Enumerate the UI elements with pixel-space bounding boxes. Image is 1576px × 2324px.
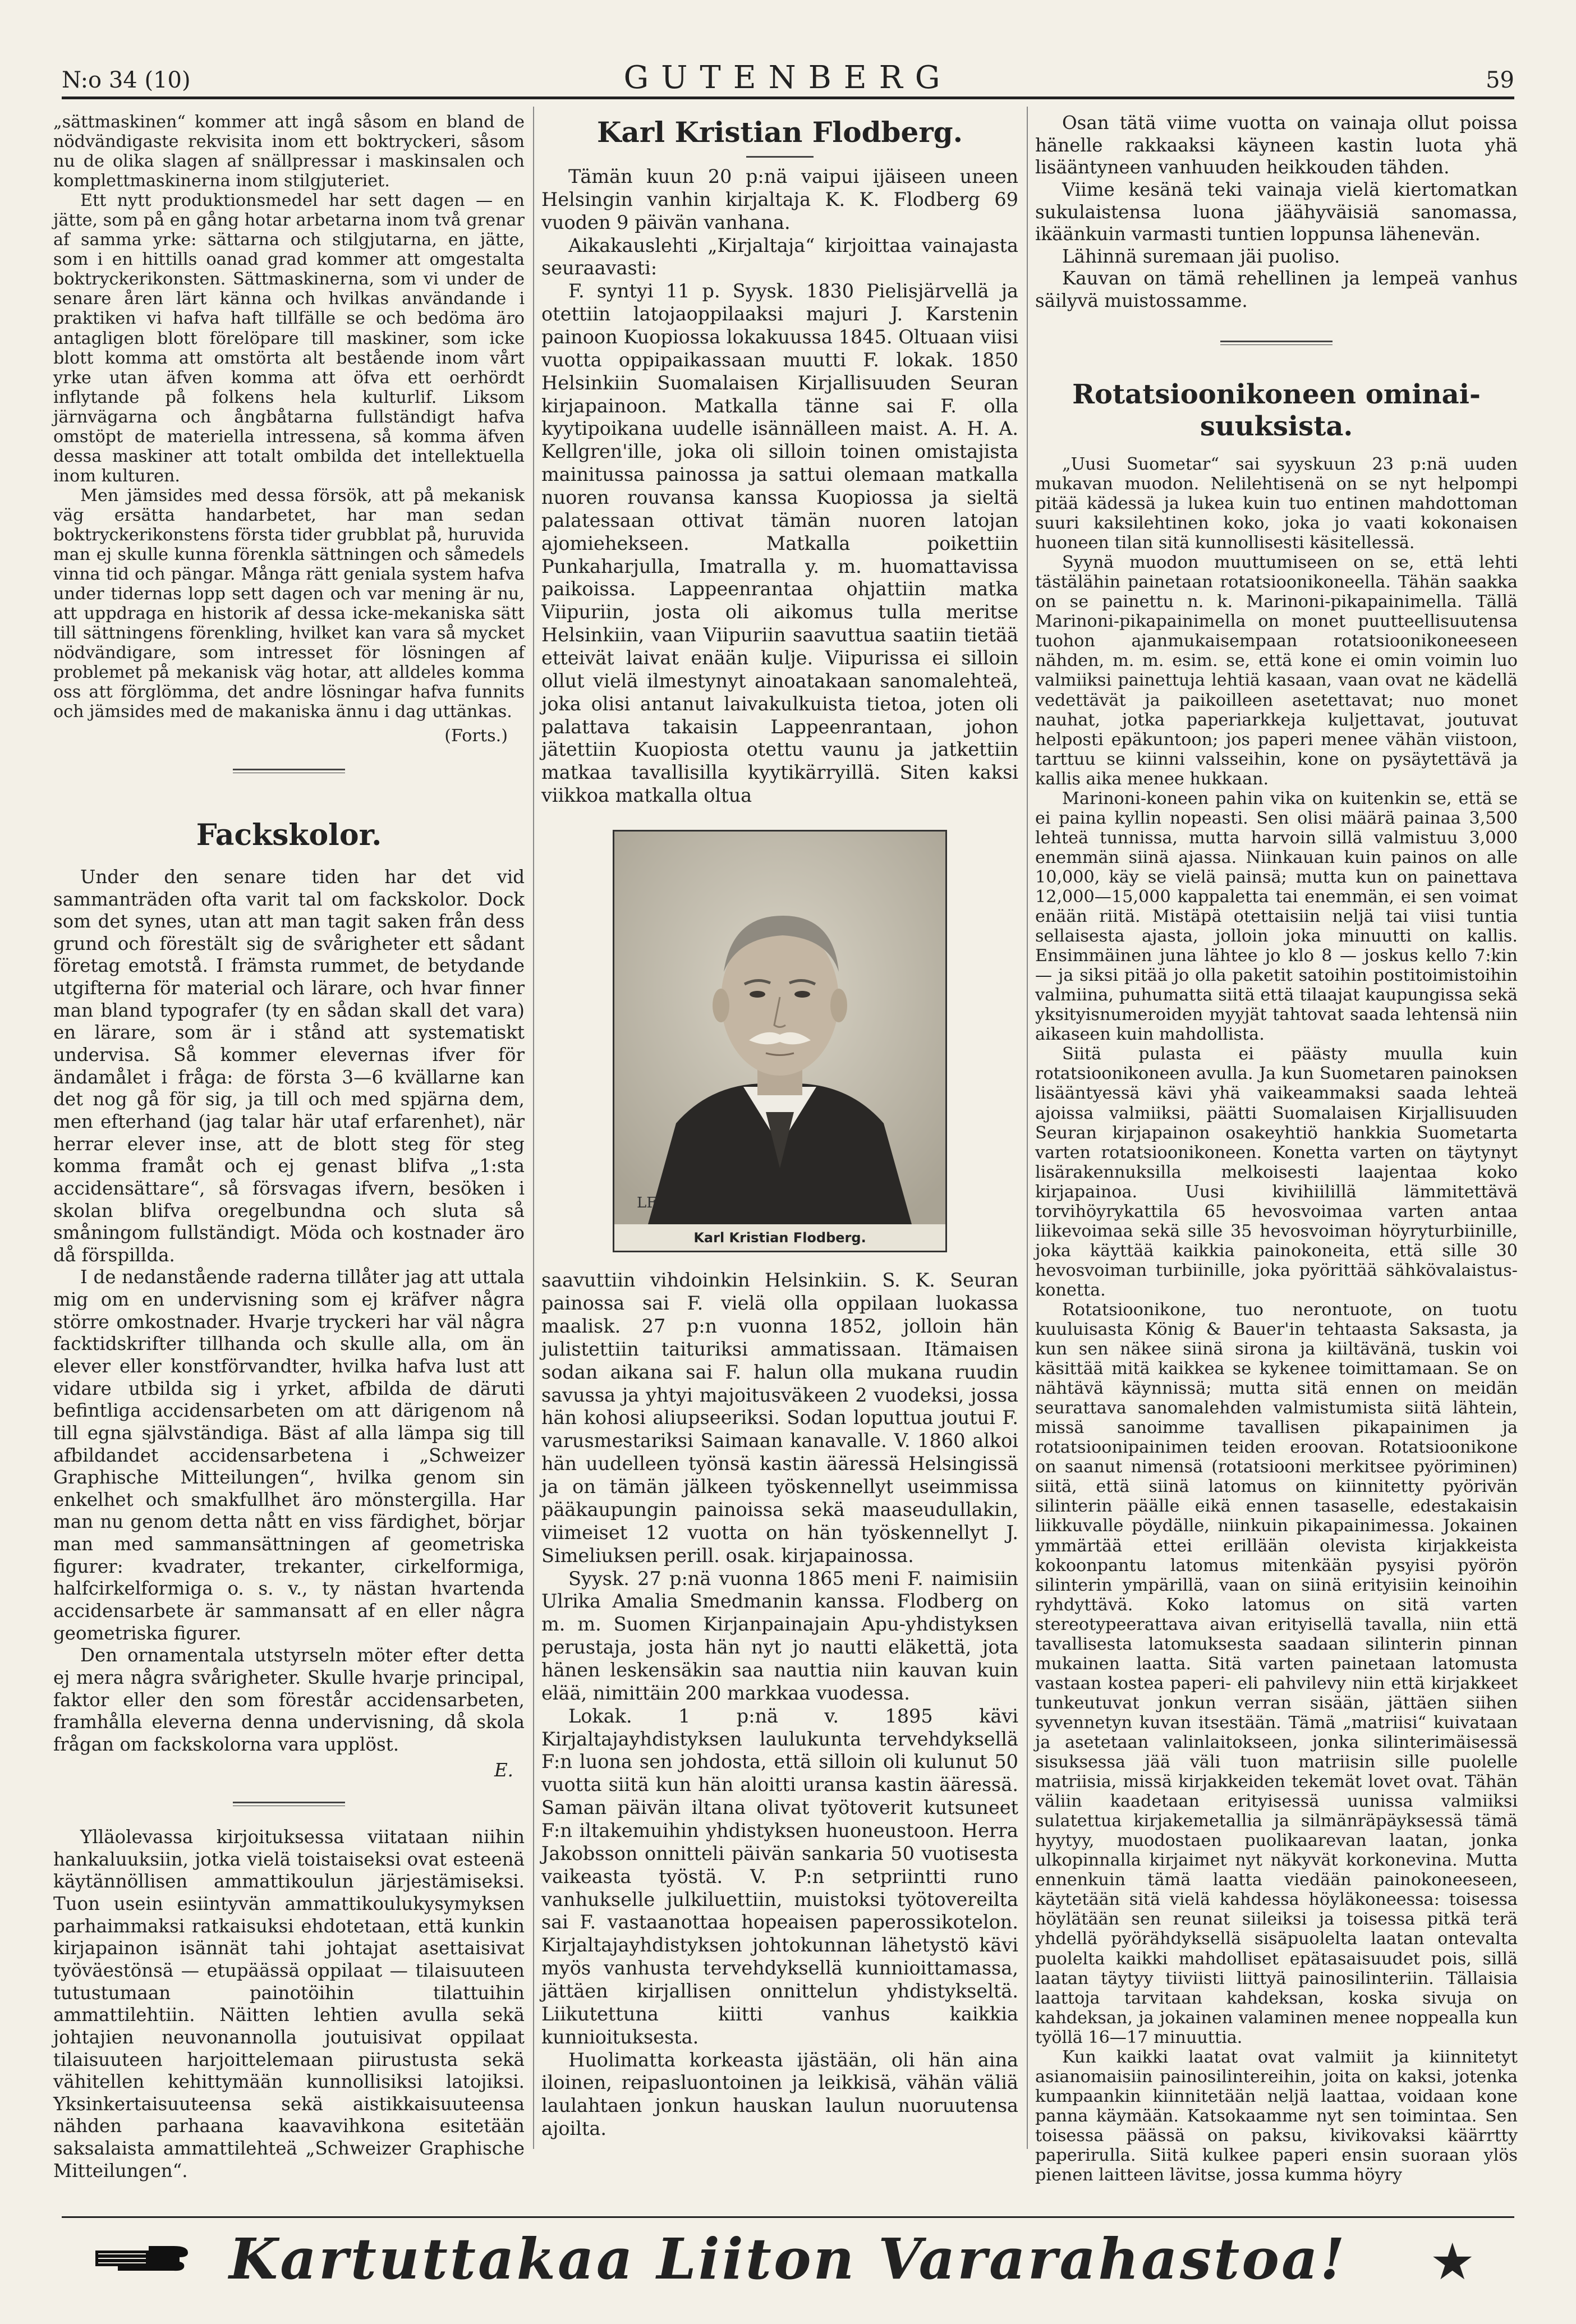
author-signature: E.: [494, 1759, 513, 1781]
paragraph: Syynä muodon muuttumiseen on se, että lehti tästälähin painetaan rotatsioonikoneella. Tähän saakka on se painettu n. k. Marinoni-pikapainimella. Tällä Marinoni-pikapainimella on monet puutteellisuutensa tuohon ajanmukaisempaan rotatsioonikoneeseen nähden, m. m. esim. se, että kone ei omin voimin luo valmiiksi painettuja lehtiä kasaan, vaan ovat ne kädellä vedettävät ja paikoilleen asetettavat; nuo monet nauhat, jotka paperiarkkeja kuljettavat, joutuvat helposti epäkuntoon; jos paperi menee vähän viistoon, tarttuu se kiinni valsseihin, kone on pysäytettävä ja kallis aika menee hukkaan.: [1035, 553, 1518, 789]
paragraph: Ett nytt produktionsmedel har sett dagen — en jätte, som på en gång hotar arbetarna inom två grenar af samma yrke: sättarna och stilgjutarna, en jätte, som i en hittills oanad grad kommer att omgestalta boktryckerikonsten. Sättmaskinerna, som vi under de senare åren lärt känna och hvilkas användande i praktiken vi hafva haft tillfälle se och bedöma äro antagligen blott förelöpare till maskiner, som icke blott komma att omstörta alt bestående inom vårt yrke utan äfven komma att öfva ett oerhördt inflytande på folkens hela kulturlif. Liksom järnvägarna och ångbåtarna fullständigt hafva omstöpt de materiella intressena, så komma äfven dessa maskiner att totalt ombilda det intellektuella inom kulturen.: [53, 191, 525, 486]
paragraph: Den ornamentala utstyrseln möter efter detta ej mera några svårigheter. Skulle hvarje principal, faktor eller den som förestår accidensarbeten, framhålla eleverna denna undervisning, då skola frågan om fackskolorna vara upplöst.: [53, 1645, 525, 1755]
portrait-figure: [613, 830, 947, 1252]
column-3: [1035, 112, 1518, 2185]
column-divider-2: [1027, 107, 1028, 2149]
page-header: [62, 56, 1514, 95]
separator: [1220, 341, 1333, 345]
page-number: 59: [1486, 67, 1514, 93]
footer-banner: [62, 2216, 1514, 2291]
paragraph: Osan tätä viime vuotta on vainaja ollut poissa hänelle rakkaaksi käyneen kastin luota yhä lisääntyneen vanhuuden heikkouden tähden.: [1035, 112, 1518, 178]
paragraph: „Uusi Suometar“ sai syyskuun 23 p:nä uuden mukavan muodon. Nelilehtisenä on se nyt helpompi pitää kädessä ja lukea kuin tuo entinen mahdottoman suuri kaksilehtinen koko, joka jo vaati kokonaisen huoneen tilan sitä kunnollisesti käsitellessä.: [1035, 454, 1518, 553]
paragraph: Syysk. 27 p:nä vuonna 1865 meni F. naimisiin Ulrika Amalia Smedmanin kanssa. Flodberg on m. m. Suomen Kirjanpainajain Apu-yhdistyksen perustaja, josta hän nyt jo nautti eläkettä, jota hänen leskensäkin saa nauttia niin kauvan kuin elää, nimittäin 200 markkaa vuodessa.: [541, 1567, 1018, 1704]
rotatsiooni-heading: [1035, 379, 1518, 443]
column-divider-1: [533, 107, 534, 2149]
issue-number: N:o 34 (10): [62, 67, 191, 93]
paragraph: Lokak. 1 p:nä v. 1895 kävi Kirjaltajayhdistyksen laulukunta tervehdyksellä F:n luona sen johdosta, että silloin oli kulunut 50 vuotta siitä kun hän aloitti uransa kastin ääressä. Saman päivän iltana olivat työtoverit kutsuneet F:n iltakemuihin yhdistyksen huoneustoon. Herra Jakobsson onnitteli päivän sankaria 50 vuotisesta vaikeasta työstä. V. P:n setpriintti runo vanhukselle julkiluettiin, muistoksi työtovereilta sai F. vastaanottaa hopeaisen paperossikotelon. Kirjaltajayhdistyksen johtokunnan lähetystö kävi myös vanhusta tervehdyksellä kunnioittamassa, jättäen kirjallisen onnittelun yhdistykseltä. Liikutettuna kiitti vanhus kaikkia kunnioituksesta.: [541, 1705, 1018, 2048]
paragraph: Marinoni-koneen pahin vika on kuitenkin se, että se ei paina kyllin nopeasti. Sen olisi määrä painaa 3,500 lehteä tunnissa, mutta harvoin sillä valmistuu 3,000 enemmän siinä ajassa. Niinkauan kuin painos on alle 10,000, käy se vielä painsä; mutta kun on painettava 12,000—15,000 kappaletta tai enemmän, ei sen voimat enään riitä. Mistäpä otettaisiin neljä tai viisi tuntia sellaisesta ajasta, jolloin joka minuutti on kallis. Ensimmäinen juna lähtee jo klo 8 — joskus kello 7:kin — ja siksi pitää jo olla paketit satoihin postitoimistoihin valmiina, puhumatta siitä että tilaajat kaupungissa sekä yksityisnumeroiden myyjät tahtovat saada lehtensä niin aikaseen kuin mahdollista.: [1035, 788, 1518, 1045]
header-rule: [62, 97, 1514, 99]
paragraph: Kauvan on tämä rehellinen ja lempeä vanhus säilyvä muistossamme.: [1035, 268, 1518, 312]
rotatsiooni-body: [1035, 454, 1518, 2185]
paragraph: Huolimatta korkeasta ijästään, oli hän aina iloinen, reipasluontoinen ja leikkisä, vähän väliä laulahtaen jonkun hauskan laulun nuoruutensa ajoilta.: [541, 2049, 1018, 2140]
paragraph: F. syntyi 11 p. Syysk. 1830 Pielisjärvellä ja otettiin latojaoppilaaksi majuri J. Karstenin painoon Kuopiossa lokakuussa 1845. Oltuaan viisi vuotta oppipaikassaan muutti F. lokak. 1850 Helsinkiin Suomalaisen Kirjallisuuden Seuran kirjapainoon. Matkalla tänne sai F. olla kyytipoikana uudelle isännälleen maist. A. H. A. Kellgren'ille, joka oli silloin toinen omistajista mainitussa painossa ja sattui olemaan matkalla nuoren rouvansa kanssa Kuopiossa ja sieltä palatessaan ottivat tämän nuoren latojan ajomiehekseen. Matkalla poikettiin Punkaharjulla, Imatralla y. m. huomattavissa paikoissa. Lappeenrantaa ohjattiin matka Viipuriin, josta oli aikomus tulla meritse Helsinkiin, vaan Viipuriin saavuttua saatiin tietää etteivät laivat enään kulje. Viipurissa ei silloin ollut vielä ilmestynyt ainoatakaan sanomalehteä, joka olisi antanut laivakulkuista tietoa, joten oli palattava takaisin Lappeenrantaan, johon jätettiin Kuopiosta otettu vaunu ja jatkettiin matkaa tavallisilla kyytikärryillä. Siten kaksi viikkoa matkalla oltua: [541, 280, 1018, 807]
paragraph: Rotatsioonikone, tuo nerontuote, on tuotu kuuluisasta König & Bauer'in tehtaasta Saksasta, ja kun sen näkee siinä sirona ja kiiltävänä, tuskin voi käsittää mitä kaikkea se kykenee toimittamaan. Se on nähtävä käynnissä; mutta sitä ennen on meidän seurattava sanomalehden valmistumista siitä lähtein, missä sanoimme tavallisen pikapainimen ja rotatsioonipainimen teiden eroovan. Rotatsioonikone on saanut nimensä (rotatsiooni merkitsee pyöriminen) siitä, että siinä latomus on kiinnitetty pyörivän silinterin päälle eikä ennen tasaselle, edestakaisin liikkuvalle pöydälle, niinkuin pikapainimessa. Jokainen ymmärtää ettei erillään olevista kirjakkeista kokoonpantu latomus mitenkään pysyisi pyörön silinterin ympärillä, vaan on siinä erityisiin keinoihin ryhdyttävä. Koko latomus on sitä varten stereotypeerattava aivan erityisellä tavalla, niin että tavallisesta latomuksesta saadaan silinterin pinnan mukainen laatta. Sitä varten painetaan latomusta vastaan kostea paperi- eli pahvilevy niin että kirjakkeet tunkeutuvat jonkun verran sisään, jättäen siihen syvennetyn kuvan itsestään. Tämä „matriisi“ kuivataan ja asetetaan valinlaitokseen, jonka silinterimäisessä sisuksessa jää väli tuon matriisin sille puolelle matriisia, missä kirjakkeiden tekemät lovet ovat. Tähän väliin kaadetaan erityisessä uunissa valmiiksi sulatettua kirjakemetallia ja silmänräpäyksessä tämä hyytyy, muodostaen puolikaarevan laatan, jonka ulkopinnalla kirjaimet nyt näkyvät korkonevina. Mutta ennenkuin tämä laatta viedään painokoneeseen, käytetään sitä vielä kahdessa höyläkoneessa: toisessa höylätään sen reunat siileiksi ja toisessa pitkä terä yhdellä pyörähdyksellä sisäpuolelta laatan ontevalta puolelta kaikki mahdolliset epätasaisuudet pois, sillä laatan täytyy tiiviisti liittyä painosilinteriin. Tällaisia laattoja tarvitaan kahdeksan, koska sivuja on kahdeksan, ja jokainen valaminen menee noppealla kun työllä 16—17 minuuttia.: [1035, 1299, 1518, 2047]
slogan: Kartuttakaa Liiton Vararahastoa!: [229, 2226, 1347, 2292]
heading-line-2: suuksista.: [1200, 411, 1353, 443]
masthead-title: GUTENBERG: [623, 59, 953, 96]
heading-line-1: Rotatsioonikoneen ominai-: [1072, 378, 1481, 410]
satt-article-continuation: [53, 112, 525, 746]
fackskolor-heading: Fackskolor.: [196, 817, 382, 852]
paragraph: Aikakauslehti „Kirjaltaja“ kirjoittaa vainajasta seuraavasti:: [541, 234, 1018, 279]
paragraph: Kun kaikki laatat ovat valmiit ja kiinnitetyt asianomaisiin painosilintereihin, joita on kaksi, jotenka kumpaankin kiinnitetään neljä laattaa, voidaan kone panna käymään. Katsokaamme nyt sen toimintaa. Sen toisessa päässä on paksu, kivikovaksi käärrtty paperirulla. Siitä kulkee paperi ensin suoraan ylös pienen laitteen lävitse, jossa kumma höyry: [1035, 2047, 1518, 2185]
paragraph: Tämän kuun 20 p:nä vaipui ijäiseen uneen Helsingin vanhin kirjaltaja K. K. Flodberg 69 vuoden 9 päivän vanhana.: [541, 166, 1018, 233]
flodberg-heading: Karl Kristian Flodberg.: [596, 116, 963, 149]
separator: [233, 769, 345, 773]
paragraph: saavuttiin vihdoinkin Helsinkiin. S. K. Seuran painossa sai F. vielä olla oppilaan luokassa maalisk. 27 p:n vuonna 1852, jolloin hän julistettiin taituriksi ammatissaan. Itämaisen sodan aikana sai F. halun olla mukana ruudin savussa ja yhtyi majoitusväkeen 2 vuodeksi, jossa hän kohosi aliupseeriksi. Sodan loputtua joutui F. varusmestariksi Saimaan kanavalle. V. 1860 alkoi hän uudelleen työnsä kastin ääressä Helsingissä ja on tämän jälkeen työskennellyt useimmissa pääkaupungin painoissa sekä maaseudullakin, viimeiset 12 vuotta on hän työskennellyt J. Simeliuksen perill. osak. kirjapainossa.: [541, 1269, 1018, 1567]
separator: [233, 1802, 345, 1806]
paragraph: Ylläolevassa kirjoituksessa viitataan niihin hankaluuksiin, jotka vielä toistaiseksi ovat esteenä käytännöllisen ammattikoulun järjestämiseksi. Tuon usein esiintyvän ammattikoulukysymyksen parhaimmaksi ratkaisuksi ehdotetaan, että kunkin kirjapainon isännät tahi johtajat asettaisivat työväestönsä — etupäässä oppilaat — tilaisuuteen tutustumaan painotöihin tilattuihin ammattilehtiin. Näitten lehtien avulla sekä johtajien neuvonannolla joutuisivat oppilaat tilaisuuteen harjoittelemaan piirustusta sekä vähitellen kehittymään kunnollisiksi latojiksi. Yksinkertaisuuteensa sekä aistikkaisuuteensa nähden parhaana kaavavihkona esitetään saksalaista ammattilehteä „Schweizer Graphische Mitteilungen“.: [53, 1826, 525, 2181]
column-1: [53, 112, 525, 2182]
paragraph: Siitä pulasta ei päästy muulla kuin rotatsioonikoneen avulla. Ja kun Suometaren painoksen lisääntyessä kävi yhä vaikeammaksi saada lehteä ajoissa valmiiksi, päätti Suomalaisen Kirjallisuuden Seuran kirjapainon osakeyhtiö hankkia Suometarta varten rotatsioonikoneen. Konetta varten on täytynyt lisärakennuksilla melkoisesti laajentaa koko kirjapainoa. Uusi kivihiilillä lämmitettävä torvihöyrykattila 65 hevosvoimaa varten antaa liikevoimaa sekä sille 35 hevosvoiman höyryturbiinille, joka käyttää kaikkia painokoneita, että sille 30 hevosvoiman turbiinille, joka pyörittää sähkövalaistus-konetta.: [1035, 1044, 1518, 1300]
paragraph: I de nedanstående raderna tillåter jag att uttala mig om en undervisning som ej kräfver några större omkostnader. Hvarje tryckeri har väl några facktidskrifter tillhanda och skulle alla, om än elever eller konstförvandter, hvilka hafva lust att vidare utbilda sig i yrket, afbilda de däruti befintliga accidensarbeten om att därigenom nå till egna självständiga. Bäst af alla lämpa sig till afbildandet accidensarbetena i „Schweizer Graphische Mitteilungen“, hvilka genom sin enkelhet och smakfullhet äro mönstergilla. Har man nu genom detta nått en viss färdighet, börjar man med sammansättningen af geometriska figurer: kvadrater, trekanter, cirkelformiga, halfcirkelformiga o. s. v., ty nästan hvartenda accidensarbete är sammansatt af en eller några geometriska figurer.: [53, 1266, 525, 1644]
paragraph: Lähinnä suremaan jäi puoliso.: [1062, 245, 1340, 267]
paragraph: „sättmaskinen“ kommer att ingå såsom en bland de nödvändigaste rekvisita inom ett boktryckeri, såsom nu de olika slagen af snällpressar i maskinsalen och komplettmaskinerna inom stilgjuteriet.: [53, 112, 525, 191]
star-icon: ★: [1430, 2233, 1475, 2291]
separator: [746, 156, 814, 158]
column-2: [541, 112, 1018, 2141]
paragraph: Men jämsides med dessa försök, att på mekanisk väg ersätta handarbetet, har man sedan boktryckerikonstens första tider grubblat på, huruvida man ej skulle kunna förenkla sättningen och såmedels vinna tid och pängar. Många rätt geniala system hafva under tidernas lopp sett dagen och var mening är nu, att uppdraga en historik af dessa icke-mekaniska sätt till sättningens förenkling, hvilket kan vara så mycket nödvändigare, som intresset för lösningen af problemet på mekanisk väg hotar, att alldeles komma oss att förglömma, det andre lösningar hafva funnits och jämsides med de makaniska ännu i dag uttänkas.: [53, 485, 525, 722]
portrait-photo: [614, 832, 945, 1224]
continued-note: (Forts.): [444, 726, 508, 746]
photo-caption: Karl Kristian Flodberg.: [693, 1230, 866, 1246]
paragraph: Under den senare tiden har det vid sammanträden ofta varit tal om fackskolor. Dock som det synes, utan att man tagit saken från dess grund och förestält sig de svårigheter ett sådant företag emotstå. I främsta rummet, de betydande utgifterna för material och lärare, och hvar finner man bland typografer (ty en sådan skall det vara) en lärare, som är i stånd att systematiskt undervisa. Så kommer elevernas ifver för ändamålet i fråga: de första 3—6 kvällarne kan det nog gå för sig, ja till och med spjärna dem, men efterhand (jag talar här utaf erfarenhet), när herrar elever inse, att de blott steg för steg komma framåt och ej genast blifva „1:sta accidensättare“, så försvagas ifvern, besöken i skolan blifva oregelbundna och sluta så småningom fullständigt. Möda och kostnader äro då förspillda.: [53, 866, 525, 1266]
photo-monogram: LF: [637, 1195, 657, 1212]
paragraph: Viime kesänä teki vainaja vielä kiertomatkan sukulaistensa luona jäähyväisiä sanomassa, ikäänkuin varmasti tuntien loppunsa lähenevän.: [1035, 178, 1518, 245]
